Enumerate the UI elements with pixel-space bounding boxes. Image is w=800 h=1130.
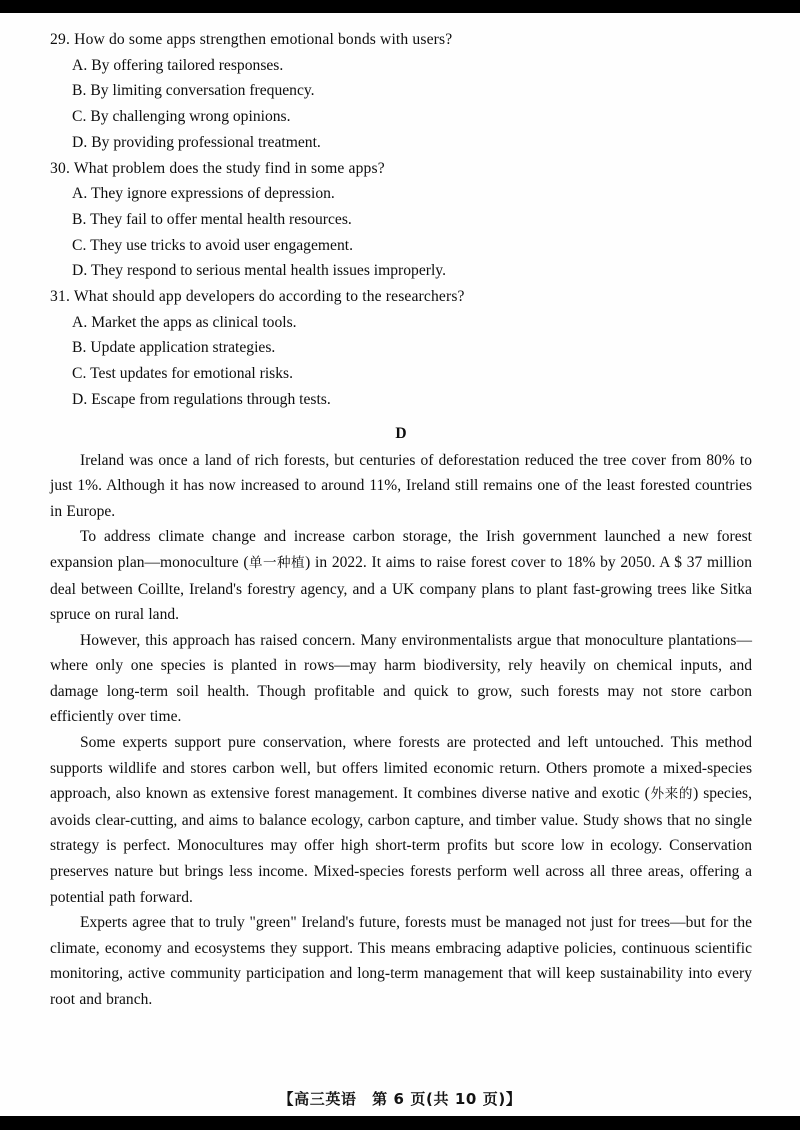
option-text: Test updates for emotional risks.	[90, 365, 294, 383]
option-letter: B.	[72, 82, 87, 100]
question-31-option-a[interactable]	[50, 310, 752, 336]
passage-paragraph-1: Ireland was once a land of rich forests, but centuries of deforestation reduced the tree cover from 80% to just 1%. Although it has now increased to around 11%, Ireland still remains one of the least forested countries in Europe.	[50, 451, 752, 520]
option-letter: A.	[72, 185, 88, 203]
exam-page	[0, 13, 800, 1116]
question-31-option-d[interactable]	[50, 387, 752, 413]
passage-paragraph-4: Some experts support pure conservation, where forests are protected and left untouched. This method supports wildlife and stores carbon well, but offers limited economic return. Others promote a mixed-species approach, also known as extensive forest management. It combines diverse native and exotic (外来的) species, avoids clear-cutting, and aims to balance ecology, carbon capture, and timber value. Study shows that no single strategy is perfect. Monocultures may offer high short-term profits but score low in ecology. Conservation preserves nature but brings less income. Mixed-species forests perform well across all three areas, offering a potential path forward.	[50, 734, 752, 906]
option-text: By providing professional treatment.	[91, 133, 321, 151]
option-letter: B.	[72, 210, 87, 228]
question-30-text: What problem does the study find in some apps?	[73, 159, 385, 177]
option-text: They fail to offer mental health resources.	[90, 210, 352, 228]
question-31-number: 31.	[50, 288, 71, 306]
question-29-option-b[interactable]	[50, 78, 752, 104]
passage-paragraph-2: To address climate change and increase carbon storage, the Irish government launched a new forest expansion plan—monoculture (单一种植) in 2022. It aims to raise forest cover to 18% by 2050. A $ 37 million deal between Coillte, Ireland's forestry agency, and a UK company plans to plant fast-growing trees like Sitka spruce on rural land.	[50, 528, 752, 624]
question-30-stem	[50, 156, 752, 182]
question-30-option-a[interactable]	[50, 181, 752, 207]
option-letter: A.	[72, 56, 88, 74]
page-content	[50, 27, 752, 1013]
option-text: They use tricks to avoid user engagement.	[90, 236, 353, 254]
question-31-option-b[interactable]	[50, 335, 752, 361]
option-text: Escape from regulations through tests.	[91, 390, 331, 408]
reading-passage	[50, 448, 752, 1013]
option-text: Market the apps as clinical tools.	[91, 313, 297, 331]
option-letter: D.	[72, 390, 88, 408]
question-30-option-b[interactable]	[50, 207, 752, 233]
question-31-stem	[50, 284, 752, 310]
question-29-stem	[50, 27, 752, 53]
page-footer: 【高三英语 第 6 页(共 10 页)】	[278, 1090, 522, 1108]
option-letter: D.	[72, 133, 88, 151]
option-letter: B.	[72, 339, 87, 357]
option-text: They ignore expressions of depression.	[91, 185, 335, 203]
question-29-number: 29.	[50, 31, 71, 48]
option-letter: C.	[72, 108, 87, 126]
option-text: Update application strategies.	[90, 339, 276, 357]
option-letter: D.	[72, 262, 88, 280]
question-29-option-c[interactable]	[50, 104, 752, 130]
option-letter: C.	[72, 236, 87, 254]
question-30-option-d[interactable]	[50, 258, 752, 284]
option-text: By challenging wrong opinions.	[90, 108, 291, 126]
option-text: They respond to serious mental health issues improperly.	[91, 262, 446, 280]
scan-edge-top	[0, 0, 800, 13]
option-text: By limiting conversation frequency.	[90, 82, 315, 100]
question-31-text: What should app developers do according to the researchers?	[73, 288, 465, 306]
passage-paragraph-3: However, this approach has raised concern. Many environmentalists argue that monoculture plantations—where only one species is planted in rows—may harm biodiversity, rely heavily on chemical inputs, and damage long-term soil health. Though profitable and quick to grow, such forests may not store carbon efficiently over time.	[50, 631, 752, 726]
passage-paragraph-5: Experts agree that to truly "green" Ireland's future, forests must be managed not just for trees—but for the climate, economy and ecosystems they support. This means embracing adaptive policies, continuous scientific monitoring, active community participation and long-term management that will keep sustainability into every root and branch.	[50, 914, 752, 1009]
question-30-option-c[interactable]	[50, 233, 752, 259]
option-letter: C.	[72, 365, 87, 383]
scan-edge-bottom	[0, 1116, 800, 1130]
question-30-number: 30.	[50, 159, 71, 177]
question-29-option-d[interactable]	[50, 130, 752, 156]
question-29-text: How do some apps strengthen emotional bonds with users?	[74, 31, 453, 48]
option-text: By offering tailored responses.	[91, 56, 284, 74]
option-letter: A.	[72, 313, 88, 331]
question-29-option-a[interactable]	[50, 53, 752, 79]
question-31-option-c[interactable]	[50, 361, 752, 387]
section-letter-heading: D	[395, 424, 407, 442]
